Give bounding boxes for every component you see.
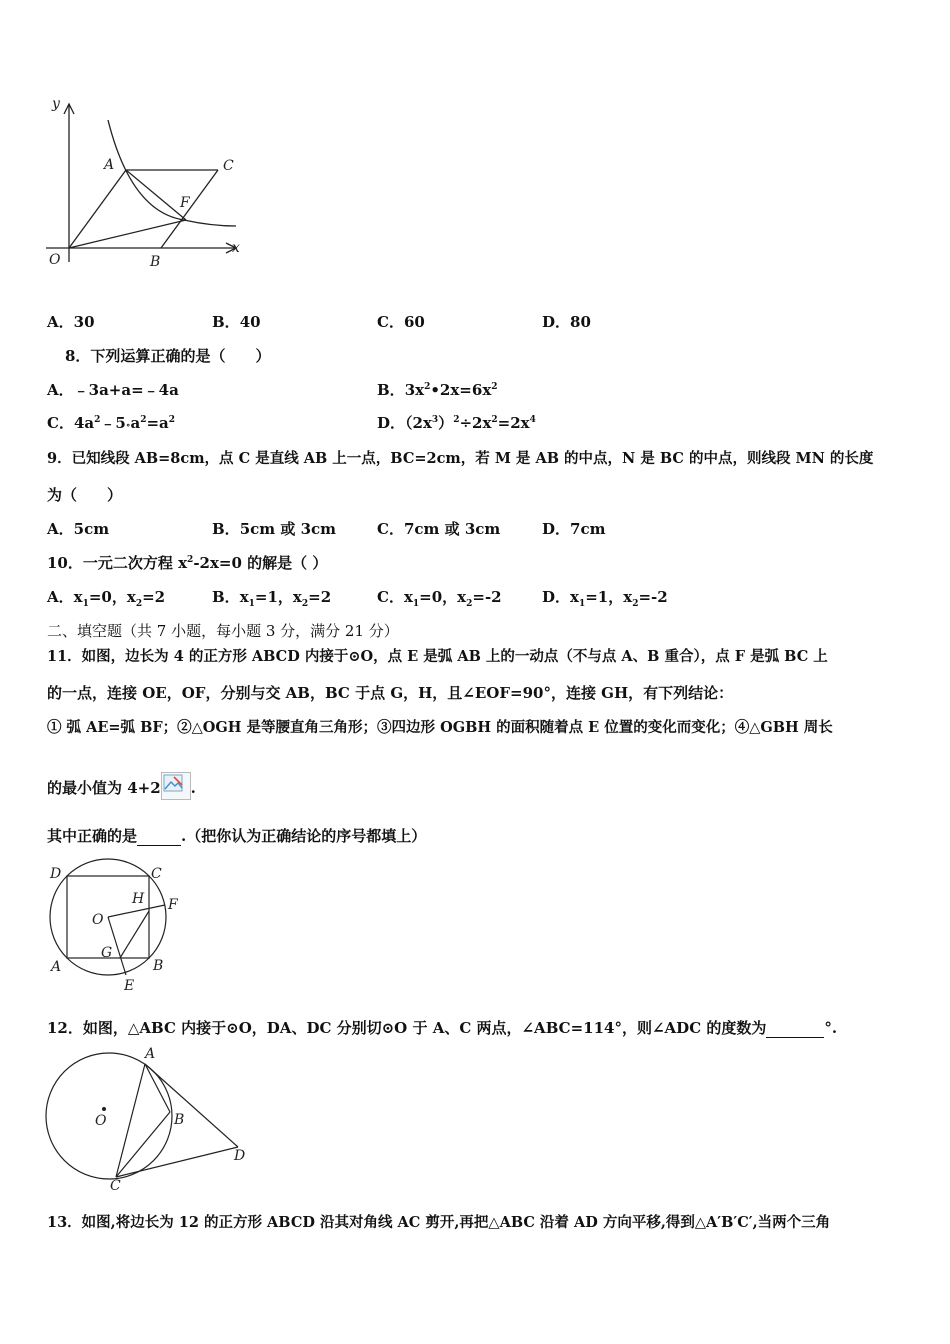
q11-line4: 的最小值为 4+2 . <box>47 772 196 800</box>
label-A: A <box>51 959 62 975</box>
q9-stem-line1: 9．已知线段 AB=8cm，点 C 是直线 AB 上一点，BC=2cm，若 M 是 AB 的中点，N 是 BC 的中点，则线段 MN 的长度 <box>47 450 874 467</box>
label-O: O <box>95 1113 107 1129</box>
q9-option-d: D．7cm <box>542 520 606 538</box>
label-B: B <box>174 1112 185 1128</box>
q11-answer-blank[interactable] <box>137 827 181 846</box>
figure-tangent-circle <box>42 1042 257 1192</box>
section-heading-fill-in: 二、填空题（共 7 小题，每小题 3 分，满分 21 分） <box>47 622 399 640</box>
q10-option-a: A．$x_1=0$，$x_2=2$ <box>47 588 166 609</box>
label-A: A <box>145 1046 156 1062</box>
hyperbola-curve <box>108 120 236 226</box>
broken-image-icon <box>161 772 191 800</box>
q9-option-c: C．7cm 或 3cm <box>377 520 501 538</box>
q11-line1: 11．如图，边长为 4 的正方形 ABCD 内接于⊙O，点 E 是弧 AB 上的一动点（不与点 A、B 重合），点 F 是弧 BC 上 <box>47 648 828 665</box>
q10-stem: 10．一元二次方程 $x^2-2x=0$ 的解是（ ） <box>47 554 328 572</box>
q8-option-c: C．$4a^2﹣5\circ a^2=a^2$ <box>47 414 176 432</box>
label-y: y <box>52 96 60 112</box>
label-G: G <box>101 945 113 961</box>
q10-option-c: C．$x_1=0$，$x_2=-2$ <box>377 588 502 609</box>
q10-option-d: D．$x_1=1$，$x_2=-2$ <box>542 588 668 609</box>
tangent-DA <box>145 1064 238 1147</box>
figure-coordinate <box>36 92 251 277</box>
label-O: O <box>92 912 104 928</box>
q11-line3: ① 弧 AE=弧 BF；②△OGH 是等腰直角三角形；③四边形 OGBH 的面积随着点 E 位置的变化而变化；④△GBH 周长 <box>47 719 833 736</box>
q7-option-a: A．30 <box>47 313 95 331</box>
q8-stem: 8．下列运算正确的是（ ） <box>65 347 271 365</box>
q11-line2: 的一点，连接 OE，OF，分别与交 AB，BC 于点 G，H，且∠EOF=90°，连接 GH，有下列结论： <box>47 684 734 702</box>
q9-option-a: A．5cm <box>47 520 110 538</box>
label-C: C <box>223 158 234 174</box>
tangent-DC <box>116 1147 238 1177</box>
label-C: C <box>151 866 162 882</box>
q8-option-d: D．$(2x^3)^2\div 2x^2=2x^4$ <box>377 414 536 432</box>
label-C: C <box>110 1178 121 1192</box>
label-D: D <box>234 1148 246 1164</box>
q12-stem: 12．如图，△ABC 内接于⊙O，DA、DC 分别切⊙O 于 A、C 两点，∠ABC=114°，则∠ADC 的度数为 °. <box>47 1019 838 1037</box>
label-B: B <box>153 958 164 974</box>
label-O: O <box>49 252 61 268</box>
segment-AB <box>145 1064 170 1112</box>
q10-option-b: B．$x_1=1$，$x_2=2$ <box>212 588 332 609</box>
label-F: F <box>168 897 178 913</box>
label-A: A <box>104 157 115 173</box>
q8-option-b: B．$3x^2•2x=6x^2$ <box>377 381 498 399</box>
label-D: D <box>50 866 62 882</box>
center-point-O <box>102 1107 106 1111</box>
q7-option-c: C．60 <box>377 313 425 331</box>
q13-line1: 13．如图,将边长为 12 的正方形 ABCD 沿其对角线 AC 剪开,再把△ABC 沿着 AD 方向平移,得到△A′B′C′,当两个三角 <box>47 1214 831 1231</box>
segment-GH <box>120 911 149 958</box>
label-F: F <box>180 195 190 211</box>
figure-square-in-circle <box>44 858 189 998</box>
q11-line5: 其中正确的是 .（把你认为正确结论的序号都填上） <box>47 827 427 845</box>
label-H: H <box>132 891 145 907</box>
q12-answer-blank[interactable] <box>766 1019 824 1038</box>
q7-option-b: B．40 <box>212 313 261 331</box>
q7-option-d: D．80 <box>542 313 591 331</box>
q9-stem-line2: 为（ ） <box>47 486 123 504</box>
segment-AF <box>126 170 186 220</box>
q8-option-a: A．﹣3a+a=﹣4a <box>47 381 179 399</box>
label-B: B <box>150 254 161 270</box>
q9-option-b: B．5cm 或 3cm <box>212 520 337 538</box>
label-x: x <box>232 240 240 256</box>
label-E: E <box>124 978 135 994</box>
